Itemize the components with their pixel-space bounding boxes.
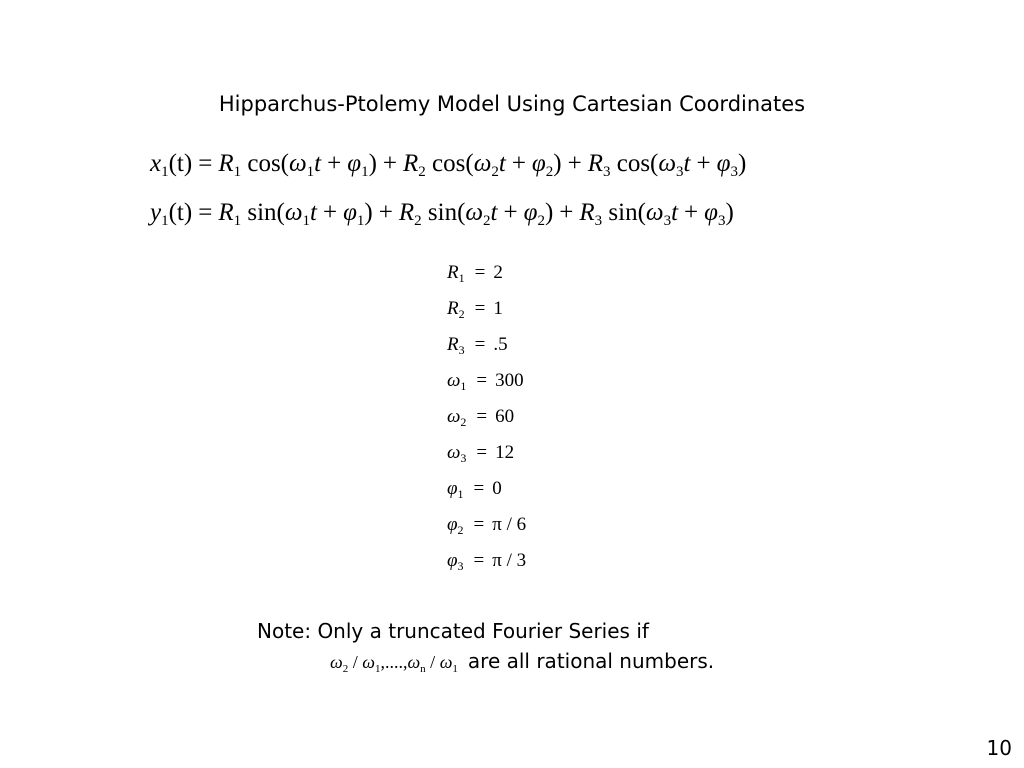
- x-term1-fn: cos(: [247, 150, 290, 177]
- x-term3-fn: cos(: [616, 150, 659, 177]
- y-lhs-sub: 1: [161, 213, 169, 229]
- x-term3-phi: φ: [716, 150, 731, 177]
- ratio-sub: 2: [342, 663, 349, 675]
- y-lhs-arg: (t): [168, 199, 193, 226]
- y-term1-R: R: [218, 199, 234, 226]
- x-term3-R-sub: 3: [602, 164, 611, 180]
- param-value: π / 3: [492, 550, 527, 571]
- parameter-list: [447, 258, 526, 582]
- param-value: 1: [493, 298, 503, 319]
- param-symbol: R: [447, 262, 459, 283]
- param-sub: 3: [460, 451, 467, 465]
- param-omega3: $\omega_3 = 12$: [447, 442, 515, 465]
- param-sub: 3: [458, 343, 465, 357]
- note-line-2-text: are all rational numbers.: [467, 649, 715, 673]
- y-term3-w: ω: [645, 199, 664, 226]
- param-value: 12: [495, 442, 515, 463]
- frequency-ratio-formula: $\omega_2 / \omega_1,....,\omega_n / \omega_1$: [330, 652, 458, 675]
- param-sub: 1: [457, 487, 464, 501]
- param-symbol: ω: [447, 406, 461, 427]
- x-term2-phi-sub: 2: [545, 164, 554, 180]
- y-term1-w: ω: [284, 199, 303, 226]
- x-term1-w: ω: [289, 150, 307, 177]
- param-symbol: φ: [447, 514, 458, 535]
- x-term1-phi-sub: 1: [361, 164, 369, 180]
- x-term1-R-sub: 1: [233, 164, 242, 180]
- ratio-omega: ω: [439, 652, 453, 672]
- y-term1-phi-sub: 1: [356, 213, 365, 229]
- note-line-2: [330, 649, 714, 674]
- param-value: π / 6: [492, 514, 527, 535]
- y-term3-R-sub: 3: [594, 213, 603, 229]
- param-sub: 1: [458, 271, 465, 285]
- slide-title: Hipparchus-Ptolemy Model Using Cartesian Coordinates: [218, 92, 806, 116]
- param-value: 60: [495, 406, 515, 427]
- y-equation: $y_1(t) = R_1$ $\sin(\omega_1t + \varphi_1) + R_2$ $\sin(\omega_2t + \varphi_2) + R_3$ $\sin(\omega_3t + \varphi_3)$: [150, 199, 734, 229]
- x-term3-phi-sub: 3: [730, 164, 738, 180]
- param-sub: 2: [458, 307, 465, 321]
- param-R3: $R_3 = .5$: [447, 334, 508, 357]
- param-value: 300: [495, 370, 524, 391]
- y-term1-w-sub: 1: [302, 213, 311, 229]
- param-symbol: R: [447, 334, 459, 355]
- x-term1-R: R: [218, 150, 234, 177]
- param-symbol: R: [447, 298, 459, 319]
- y-term2-R: R: [398, 199, 415, 226]
- y-term2-w-sub: 2: [483, 213, 491, 229]
- x-term2-R: R: [403, 150, 419, 177]
- param-value: .5: [493, 334, 508, 355]
- param-phi1: $\varphi_1 = 0$: [447, 478, 502, 501]
- y-term1-phi: φ: [343, 199, 357, 226]
- ratio-omega: ω: [362, 652, 375, 672]
- x-term1-w-sub: 1: [306, 164, 315, 180]
- param-R1: $R_1 = 2$: [447, 262, 503, 285]
- ratio-ellipsis: ,....,: [380, 652, 408, 672]
- param-sub: 3: [457, 559, 464, 573]
- param-symbol: ω: [447, 370, 461, 391]
- ratio-sub: n: [420, 663, 426, 675]
- x-term2-fn: cos(: [432, 150, 474, 177]
- ratio-sub: 1: [452, 663, 458, 675]
- y-term1-R-sub: 1: [233, 213, 242, 229]
- y-lhs-var: y: [150, 199, 162, 226]
- param-phi2: $\varphi_2 = \pi / 6$: [447, 514, 527, 537]
- y-term3-w-sub: 3: [663, 213, 672, 229]
- y-term3-phi: φ: [704, 199, 718, 226]
- param-symbol: ω: [447, 442, 461, 463]
- x-term2-w: ω: [473, 150, 492, 177]
- x-lhs-arg: (t): [168, 150, 193, 177]
- param-symbol: φ: [447, 550, 458, 571]
- x-term3-R: R: [587, 150, 603, 177]
- param-sub: 2: [457, 523, 464, 537]
- param-value: 2: [493, 262, 503, 283]
- param-omega1: $\omega_1 = 300$: [447, 370, 524, 393]
- x-lhs-var: x: [150, 150, 162, 177]
- param-omega2: $\omega_2 = 60$: [447, 406, 515, 429]
- x-term2-phi: φ: [531, 150, 546, 177]
- y-term3-fn: sin(: [608, 199, 646, 226]
- page-number: 10: [986, 736, 1012, 760]
- y-term2-w: ω: [465, 199, 484, 226]
- param-sub: 1: [460, 379, 467, 393]
- x-term3-w-sub: 3: [676, 164, 684, 180]
- x-term1-phi: φ: [347, 150, 362, 177]
- param-value: 0: [492, 478, 502, 499]
- y-term1-fn: sin(: [247, 199, 285, 226]
- ratio-sub: 1: [374, 663, 381, 675]
- y-term2-R-sub: 2: [414, 213, 422, 229]
- ratio-omega: ω: [330, 652, 343, 672]
- x-term2-w-sub: 2: [491, 164, 499, 180]
- x-term2-R-sub: 2: [418, 164, 426, 180]
- note-line-1: Note: Only a truncated Fourier Series if: [257, 619, 649, 643]
- param-sub: 2: [460, 415, 467, 429]
- y-term2-fn: sin(: [427, 199, 466, 226]
- x-term3-w: ω: [658, 150, 677, 177]
- param-R2: $R_2 = 1$: [447, 298, 503, 321]
- x-equation: $x_1(t) = R_1$ $\cos(\omega_1t + \varphi_1) + R_2$ $\cos(\omega_2t + \varphi_2) + R_3$ $\cos(\omega_3t + \varphi_3)$: [150, 150, 747, 180]
- y-term3-R: R: [579, 199, 595, 226]
- x-lhs-sub: 1: [161, 164, 169, 180]
- y-term2-phi-sub: 2: [537, 213, 545, 229]
- ratio-omega: ω: [407, 652, 421, 672]
- y-term2-phi: φ: [523, 199, 538, 226]
- y-term3-phi-sub: 3: [717, 213, 726, 229]
- param-symbol: φ: [447, 478, 458, 499]
- param-phi3: $\varphi_3 = \pi / 3$: [447, 550, 527, 573]
